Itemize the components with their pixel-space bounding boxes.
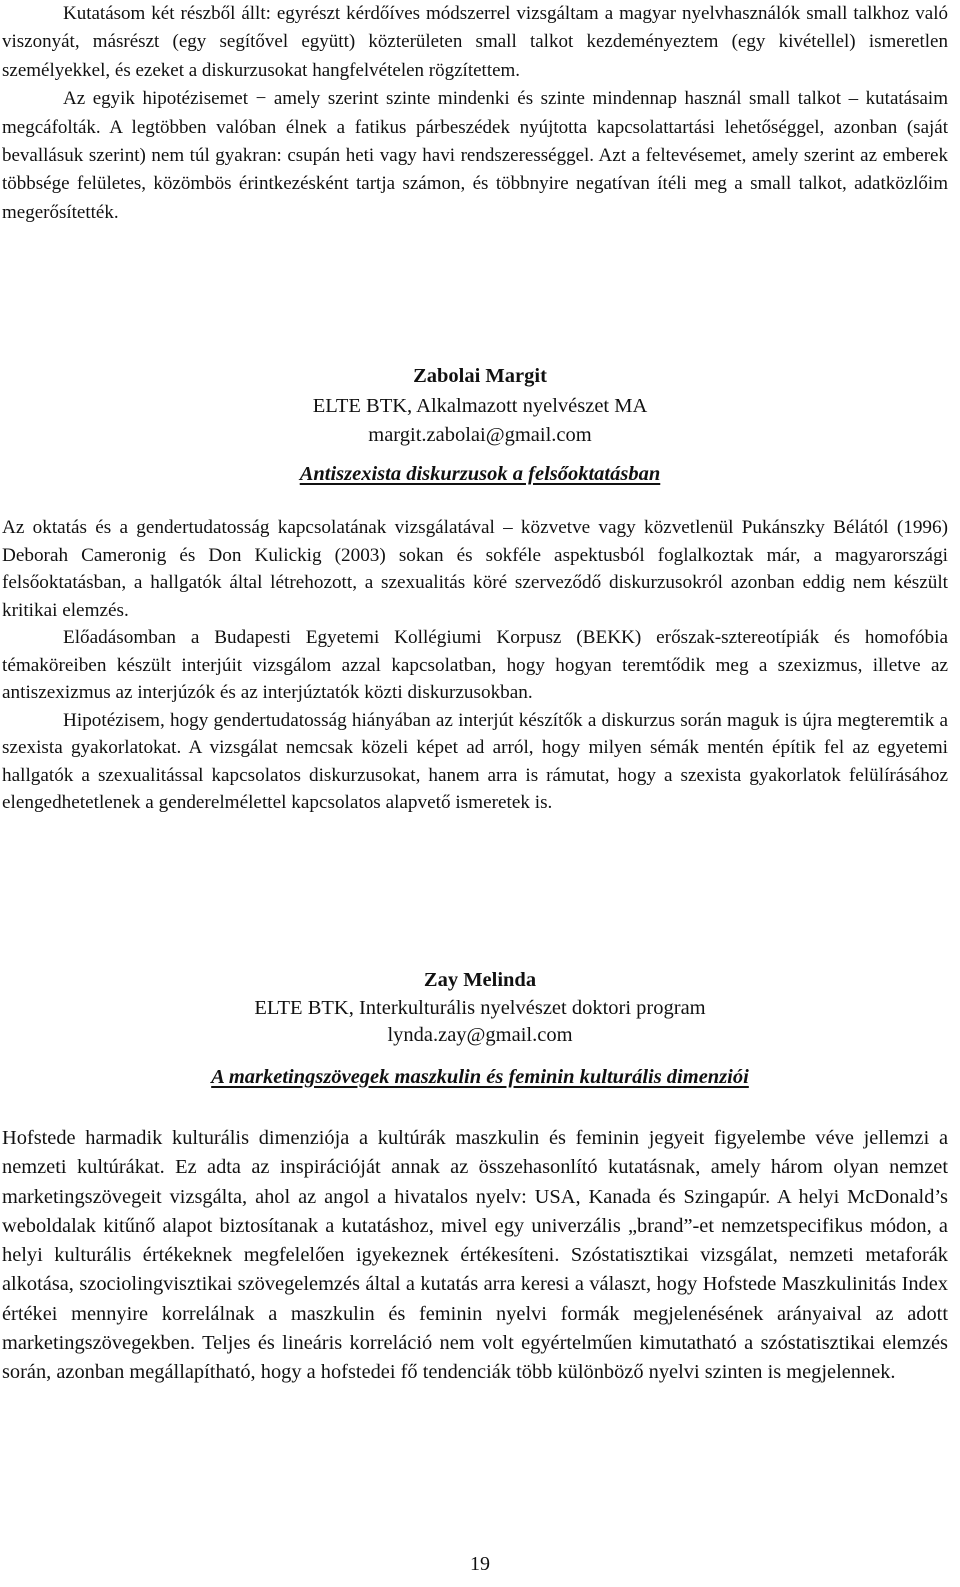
paragraph: Hipotézisem, hogy gendertudatosság hiányában az interjút készítők a diskurzus során maguk is újra megteremtik a szexista gyakorlatokat. A vizsgálat nemcsak közeli képet ad arról, hogy milyen sémák mentén építik fel az egyetemi hallgatók a szexualitással kapcsolatos diskurzusokat, hanem arra is rámutat, hogy a szexista gyakorlatok felülírásához elengedhetetlenek a genderelmélettel kapcsolatos alapvető ismeretek is. bbox=[2, 709, 948, 813]
paragraph: Az oktatás és a gendertudatosság kapcsolatának vizsgálatával – közvetve vagy közvetlenül Pukánszky Bélától (1996) Deborah Cameronig és Don Kulickig (2003) sokan és sokféle aspektusból foglalkoztak már, a magyarországi felsőoktatásban, a hallgatók által létrehozott, a szexualitás köré szerveződő diskurzusokról azonban eddig nem készült kritikai elemzés. bbox=[2, 517, 948, 621]
author-name: Zabolai Margit bbox=[413, 365, 547, 387]
author-affiliation: ELTE BTK, Interkulturális nyelvészet doktori program bbox=[254, 996, 706, 1019]
paragraph: Kutatásom két részből állt: egyrészt kérdőíves módszerrel vizsgáltam a magyar nyelvhasználók small talkhoz való viszonyát, másrészt (egy segítővel együtt) közterületen small talkot kezdeményeztem (egy kivétellel) ismeretlen személyekkel, és ezeket a diskurzusokat hangfelvételen rögzítettem. bbox=[2, 3, 948, 81]
abstract-title: A marketingszövegek maszkulin és feminin kulturális dimenziói bbox=[211, 1065, 749, 1088]
author-email: margit.zabolai@gmail.com bbox=[368, 424, 592, 446]
previous-abstract-text bbox=[2, 0, 948, 227]
author-header-zabolai bbox=[0, 362, 960, 489]
paragraph: Hofstede harmadik kulturális dimenziója a kultúrák maszkulin és feminin jegyeit figyelembe véve jellemzi a nemzeti kultúrákat. Ez adta az inspirációját annak az összehasonlító kutatásnak, amely három olyan nemzet marketingszövegeit vizsgálta, ahol az angol a hivatalos nyelv: USA, Kanada és Szingapúr. A helyi McDonald’s weboldalak kitűnő alapot biztosítanak a kutatáshoz, mivel egy univerzális „brand”-et nemzetspecifikus módon, a helyi kulturális értékeknek megfelelően igyekeznek értékesíteni. Szóstatisztikai vizsgálat, nemzeti metaforák alkotása, szociolingvisztikai szövegelemzés által a kutatás arra keresi a választ, hogy Hofstede Maszkulinitás Index értékei mennyire korrelálnak a maszkulin és feminin nyelvi formák megjelenésének arányaival az adott marketingszövegekben. Teljes és lineáris korreláció nem volt egyértelműen kimutatható a szóstatisztikai elemzés során, azonban megállapítható, hogy a hofstedei fő tendenciák több különböző nyelvi szinten is megjelennek. bbox=[2, 1127, 948, 1384]
page-number: 19 bbox=[470, 1553, 490, 1575]
abstract-body-zabolai bbox=[2, 514, 948, 817]
author-email: lynda.zay@gmail.com bbox=[387, 1024, 573, 1046]
paragraph: Előadásomban a Budapesti Egyetemi Kollégiumi Korpusz (BEKK) erőszak-sztereotípiák és homofóbia témaköreiben készült interjúit vizsgálom azzal kapcsolatban, hogy hogyan teremtődik meg a szexizmus, illetve az antiszexizmus az interjúzók és az interjúztatók közti diskurzusokban. bbox=[2, 627, 948, 703]
abstract-body-zay bbox=[2, 1124, 948, 1388]
paragraph: Az egyik hipotézisemet − amely szerint szinte mindenki és szinte mindennap használ small talkot – kutatásaim megcáfolták. A legtöbben valóban élnek a fatikus párbeszédek nyújtotta kapcsolattartási lehetőséggel, azonban (saját bevallásuk szerint) nem túl gyakran: csupán heti vagy havi rendszerességgel. Azt a feltevésemet, amely szerint az emberek többsége felületes, közömbös érintkezésként tartja számon, és többnyire negatívan ítéli meg a small talkot, adatközlőim megerősítették. bbox=[2, 88, 948, 223]
abstract-title: Antiszexista diskurzusok a felsőoktatásban bbox=[299, 462, 661, 485]
author-affiliation: ELTE BTK, Alkalmazott nyelvészet MA bbox=[312, 394, 648, 417]
author-name: Zay Melinda bbox=[423, 969, 537, 991]
author-header-zay bbox=[0, 967, 960, 1091]
